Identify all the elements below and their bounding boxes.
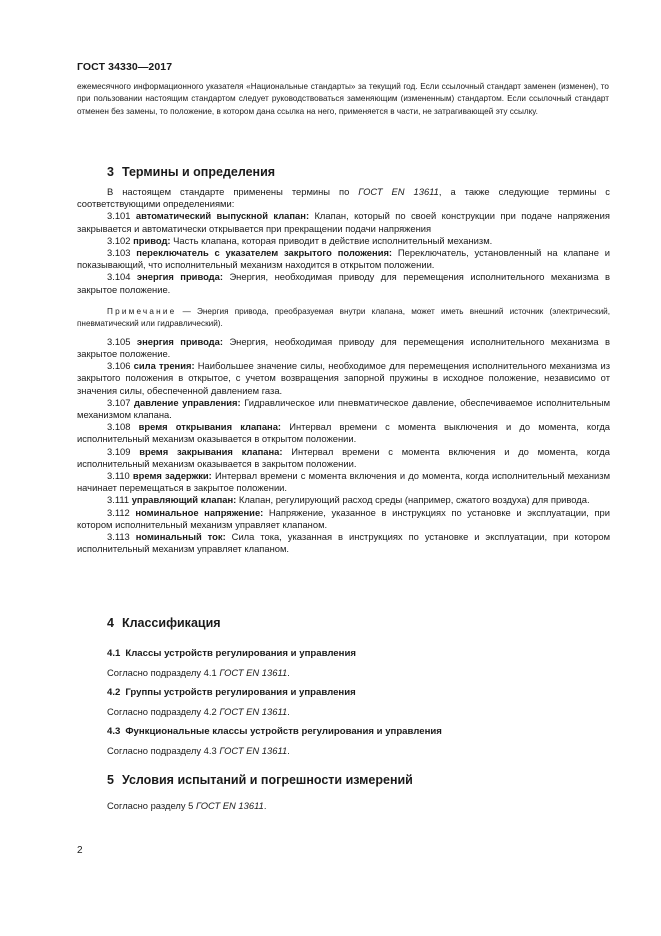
term-definition: 3.103 переключатель с указателем закрытого положения: Переключатель, установленный на клапане и показывающий, что исполнительный механизм находится в открытом положении. [77, 247, 610, 271]
page-number: 2 [77, 845, 83, 856]
section-3-body [77, 186, 610, 555]
subsection-heading: 4.2 Группы устройств регулирования и управления [107, 687, 356, 698]
section-number: 4 [107, 616, 114, 630]
note [77, 306, 610, 330]
term-definition: 3.102 привод: Часть клапана, которая приводит в действие исполнительный механизм. [107, 234, 493, 246]
section-4-heading [107, 616, 221, 630]
note-label: Примечание [107, 306, 177, 316]
term-definition: 3.104 энергия привода: Энергия, необходимая приводу для перемещения исполнительного механизма в закрытое положение. [77, 271, 610, 295]
term-definition: 3.105 энергия привода: Энергия, необходимая приводу для перемещения исполнительного механизма в закрытое положение. [77, 335, 610, 360]
subsection-text: Согласно подразделу 4.2 ГОСТ EN 13611. [107, 706, 290, 717]
document-header: ГОСТ 34330—2017 [77, 61, 173, 73]
term-definition: 3.112 номинальное напряжение: Напряжение, указанное в инструкциях по установке и эксплуатации, при котором исполнительный механизм управляет клапаном. [77, 506, 611, 530]
term-definition: 3.108 время открывания клапана: Интервал времени с момента выключения и до момента, когда исполнительный механизм оказывается в открытом положении. [77, 421, 611, 445]
note-text: — Энергия привода, преобразуемая внутри клапана, может иметь внешний источник (электрический, пневматический или гидравлический). [77, 306, 610, 328]
section-3-heading [107, 165, 275, 179]
standard-reference: ГОСТ EN 13611 [219, 667, 288, 678]
standard-reference: ГОСТ EN 13611 [358, 186, 439, 197]
section-5-text: Согласно разделу 5 ГОСТ EN 13611. [107, 800, 267, 811]
subsection-text: Согласно подразделу 4.3 ГОСТ EN 13611. [107, 745, 290, 756]
standard-reference: ГОСТ EN 13611 [195, 800, 264, 811]
subsection-text: Согласно подразделу 4.1 ГОСТ EN 13611. [107, 667, 290, 678]
section-title: Условия испытаний и погрешности измерений [121, 773, 413, 787]
section-5-heading [107, 773, 413, 787]
standard-reference: ГОСТ EN 13611 [219, 706, 288, 717]
standard-reference: ГОСТ EN 13611 [219, 745, 288, 756]
section-title: Термины и определения [121, 165, 276, 179]
term-definition: 3.107 давление управления: Гидравлическое или пневматическое давление, обеспечиваемое исполнительным механизмом клапана. [77, 396, 611, 421]
subsection-heading: 4.3 Функциональные классы устройств регулирования и управления [107, 726, 442, 737]
term-definition: 3.106 сила трения: Наибольшее значение силы, необходимое для перемещения исполнительного механизма из закрытого положения в открытое, с учетом возвращения запорной пружины в исходное положение, независимо от значения силы, обеспеченной давлением газа. [77, 360, 610, 396]
section-3-intro: В настоящем стандарте применены термины по ГОСТ EN 13611, а также следующие термины с соответствующими определениями: [77, 186, 610, 210]
term-definition: 3.101 автоматический выпускной клапан: Клапан, который по своей конструкции при подаче напряжения закрывается и автоматически открывается при прекращении подачи напряжения [77, 210, 610, 234]
subsection-heading: 4.1 Классы устройств регулирования и управления [107, 648, 356, 659]
term-definition: 3.109 время закрывания клапана: Интервал времени с момента включения и до момента, когда исполнительный механизм оказывается в закрытом положении. [77, 445, 610, 469]
section-title: Классификация [121, 616, 221, 630]
intro-paragraph: ежемесячного информационного указателя «Национальные стандарты» за текущий год. Если ссылочный стандарт заменен (изменен), то при пользовании настоящим стандартом следует руководствоваться заменяющим (измененным) стандартом. Если ссылочный стандарт отменен без замены, то положение, в котором дана ссылка на него, применяется в части, не затрагивающей эту ссылку. [77, 82, 609, 116]
section-number: 5 [107, 773, 114, 787]
term-definition: 3.110 время задержки: Интервал времени с момента включения и до момента, когда исполнительный механизм начинает перемещаться в закрытое положении. [77, 470, 611, 494]
term-definition: 3.111 управляющий клапан: Клапан, регулирующий расход среды (например, сжатого воздуха) для привода. [107, 494, 590, 506]
section-number: 3 [107, 165, 114, 179]
term-definition: 3.113 номинальный ток: Сила тока, указанная в инструкциях по установке и эксплуатации, при котором исполнительный механизм управляет клапаном. [77, 531, 611, 555]
